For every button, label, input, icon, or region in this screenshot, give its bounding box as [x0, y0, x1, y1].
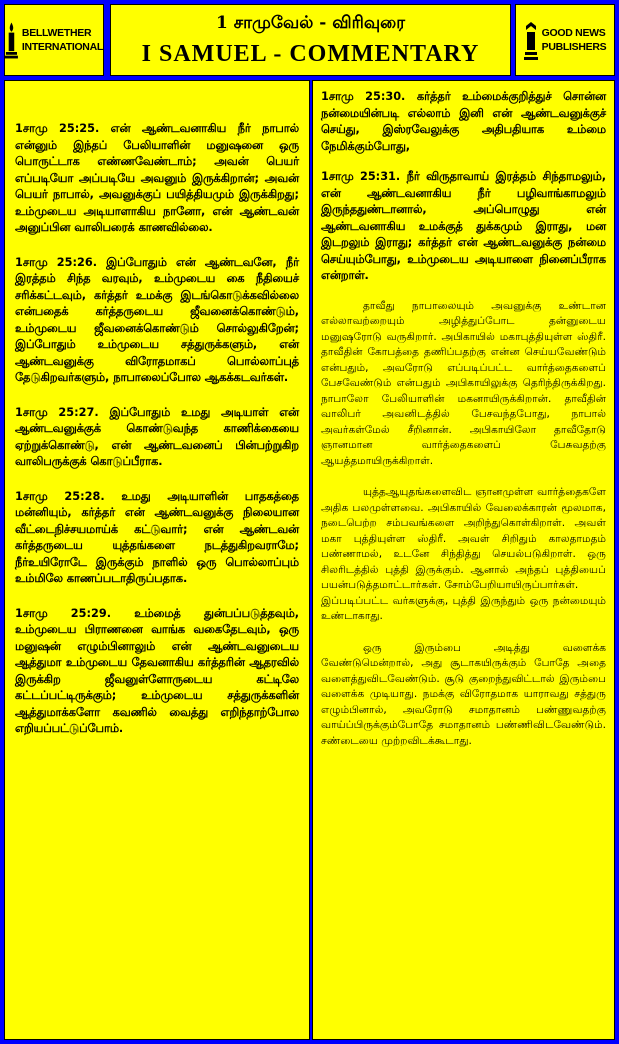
verse-25-31: 1சாமு 25:31. நீர் விருதாவாய் இரத்தம் சிந்தாமலும், என் ஆண்டவனாகிய நீர் பழிவாங்காமலும் இருந்ததுண்டானால், அப்பொழுது என் ஆண்டவனாகிய உமக்குத் துக்கமும் இராது, மன இடறலும் இராது; கர்த்தர் என் ஆண்டவனுக்கு நன்மை செய்யும்போது, உம்முடைய அடியாளை நினைப்பீராக என்றாள். [321, 170, 606, 282]
verse-25-25: 1சாமு 25:25. என் ஆண்டவனாகிய நீர் நாபால் என்னும் இந்தப் பேலியாளின் மனுஷனை ஒரு பொருட்டாக எண்ணவேண்டாம்; அவன் பெயர் எப்படியோ அப்படியே அவனும் இருக்கிறான்; அவன் பெயர் நாபால், அவனுக்குப் பயித்தியமும் இருக்கிறது; உம்முடைய அடியாளாகிய நானோ, என் ஆண்டவன் அனுப்பின வாலிபரைக் காணவில்லை. [15, 122, 299, 234]
verse-25-30: 1சாமு 25:30. கர்த்தர் உம்மைக்குறித்துச் சொன்ன நன்மையின்படி எல்லாம் இனி என் ஆண்டவனுக்குச் செய்து, இஸ்ரவேலுக்கு அதிபதியாக உம்மை நேமிக்கும்போது, [321, 90, 606, 153]
page-header [110, 4, 511, 76]
commentary-paragraph [321, 299, 606, 470]
verse-25-27: 1சாமு 25:27. இப்போதும் உமது அடியாள் என் ஆண்டவனுக்குக் கொண்டுவந்த காணிக்கையை ஏற்றுக்கொண்டு, என் ஆண்டவனைப் பின்பற்றுகிற வாலிபருக்குக் கொடுப்பீராக. [15, 405, 299, 468]
right-column [312, 80, 615, 1040]
commentary-paragraph [321, 485, 606, 625]
commentary-text: இப்படிப்பட்ட வர்களுக்கு, புத்தி இருந்தும் ஒரு நன்மையும் உண்டாகாது. [321, 594, 606, 622]
good-news-logo [515, 4, 615, 76]
title-english: I SAMUEL - COMMENTARY [141, 41, 480, 67]
logo-left-line2: INTERNATIONAL [21, 41, 103, 53]
bellwether-logo [4, 4, 104, 76]
left-column [4, 80, 310, 1040]
title-tamil: 1 சாமுவேல் - விரிவுரை [216, 13, 405, 33]
candle-icon [5, 20, 18, 60]
verse-25-29: 1சாமு 25:29. உம்மைத் துன்பப்படுத்தவும், உம்முடைய பிராணனை வாங்க வகைதேடவும், ஒரு மனுஷன் எழும்பினாலும் என் ஆண்டவனுடைய ஆத்துமா உம்முடைய தேவனாகிய கர்த்தரின் ஆதரவில் இருக்கிற ஜீவனுள்ளோருடைய கட்டிலே கட்டப்பட்டிருக்கும்; உம்முடைய சத்துருக்களின் ஆத்துமாக்களோ கவணில் வைத்து எறிந்தாற்போல எறியப்பட்டுப்போம். [15, 606, 299, 735]
commentary-text: ஒரு இரும்பை அடித்து வளைக்க வேண்டுமென்றால், அது சூடாகயிருக்கும் போதே அதை வளைத்துவிடவேண்டும். சூடு குறைந்துவிட்டால் இரும்பை வளைக்க முடியாது. நமக்கு விரோதமாக யாராவது சத்துரு எழும்பினால், அவரோடு சமாதானம் பண்ணுவதற்கு வாய்ப்பிருக்கும்போதே சமாதானம் பண்ணிவிடவேண்டும். சண்டையை முற்றவிடக்கூடாது. [321, 641, 606, 747]
commentary-text: தாவீது நாபாலையும் அவனுக்கு உண்டான எல்லாவற்றையும் அழித்துப்போட தன்னுடைய மனுஷரோடு வருகிறார். அபிகாயில் மகாபுத்தியுள்ள ஸ்திரீ. தாவீதின் கோபத்தை தணிப்பதற்கு என்ன செய்யவேண்டும் என்பதும், அவரோடு எப்படிப்பட்ட வார்த்தைகளைப் பேசவேண்டும் என்பதும் அபிகாயிலுக்கு தெரிந்திருக்கிறது. நாபாலோ பேலியாளின் மகனாயிருக்கிறான். தாவீதின் வாலிபர் அவனிடத்தில் பேசவந்தபோது, நாபால் அவர்கள்மேல் சீறினான். அபிகாயிலோ தாவீதோடு ஞானமான வார்த்தைகளைப் பேசுவதற்கு ஆயத்தமாயிருக்கிறாள். [321, 299, 606, 467]
logo-right-line1: GOOD NEWS [541, 27, 606, 39]
commentary-text: யுத்தஆயுதங்களைவிட ஞானமுள்ள வார்த்தைகளே அதிக பலமுள்ளவை. அபிகாயில் வேலைக்காரன் மூலமாக, நடைபெற்ற சம்பவங்களை அறிந்துகொள்கிறாள். அவள் மகா புத்தியுள்ள ஸ்திரீ. அவள் சிறிதும் காலதாமதம் பண்ணாமல், உடனே சிந்தித்து செயல்படுகிறாள். ஒரு சிலரிடத்தில் புத்தி இருக்கும். ஆனால் அந்தப் புத்தியைப் பயன்படுத்தமாட்டார்கள். சோம்பேறியாயிருப்பார்கள். [321, 486, 606, 591]
verse-25-26: 1சாமு 25:26. இப்போதும் என் ஆண்டவனே, நீர் இரத்தம் சிந்த வரவும், உம்முடைய கை நீதியைச் சரிக்கட்டவும், கர்த்தர் உமக்கு இடங்கொடுக்கவில்லை என்பதைக் கர்த்தருடைய ஜீவனைக்கொண்டும், உம்முடைய ஜீவனைக்கொண்டும் சொல்லுகிறேன்; இப்போதும் உம்முடைய சத்துருக்களும், என் ஆண்டவனுக்கு விரோதமாகப் பொல்லாப்புத் தேடுகிறவர்களும், நாபாலைப்போல ஆகக்கடவர்கள். [15, 255, 299, 384]
commentary-paragraph [321, 641, 606, 750]
logo-left-line1: BELLWETHER [21, 27, 92, 39]
verse-25-28: 1சாமு 25:28. உமது அடியாளின் பாதகத்தை மன்னியும், கர்த்தர் என் ஆண்டவனுக்கு நிலையான வீட்டைநிச்சயமாய்க் கட்டுவார்; என் ஆண்டவன் கர்த்தருடைய யுத்தங்களை நடத்துகிறவராமே; நீர்உயிரோடே இருக்கும் நாளில் ஒரு பொல்லாப்பும் உம்மிலே காணப்படாதிருப்பதாக. [15, 489, 299, 585]
logo-right-line2: PUBLISHERS [541, 41, 607, 53]
book-icon [524, 20, 538, 60]
